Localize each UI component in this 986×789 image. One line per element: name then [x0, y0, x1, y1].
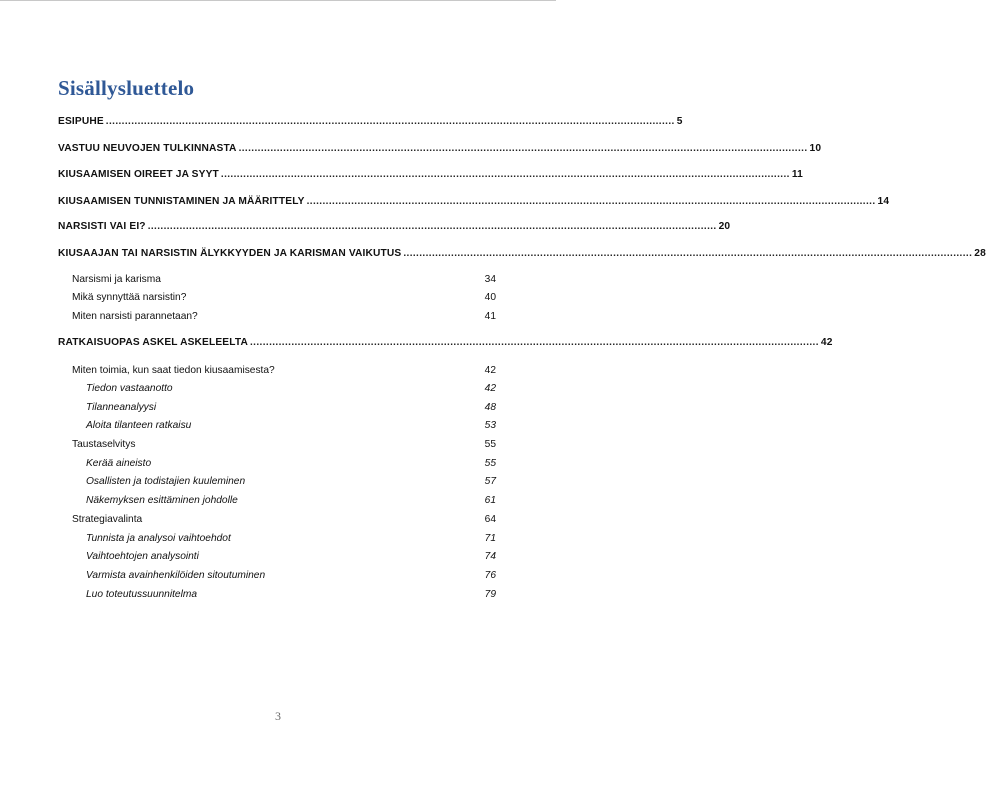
toc-entry-title: Tilanneanalyysi: [86, 402, 157, 413]
toc-entry-title: NARSISTI VAI EI?: [58, 221, 146, 232]
toc-entry-page: 57: [484, 476, 496, 487]
toc-entry-tilanneanalyysi[interactable]: [86, 401, 496, 415]
toc-entry-aloita-ratkaisu[interactable]: [86, 419, 496, 433]
toc-entry-page: 10: [809, 143, 822, 154]
toc-entry-title: Aloita tilanteen ratkaisu: [86, 420, 192, 431]
toc-entry-tiedon-vastaanotto[interactable]: [86, 382, 496, 396]
toc-entry-title: KIUSAAMISEN TUNNISTAMINEN JA MÄÄRITTELY: [58, 196, 305, 207]
dot-leader: ...................................................................................................................................................................................: [238, 143, 808, 154]
toc-entry-page: 5: [676, 116, 683, 127]
toc-heading: Sisällysluettelo: [58, 76, 195, 100]
toc-entry-kuuleminen[interactable]: [86, 475, 496, 489]
toc-entry-sitoutuminen[interactable]: [86, 569, 496, 583]
toc-entry-nakemys[interactable]: [86, 494, 496, 508]
toc-entry-alykkyys[interactable]: [58, 247, 986, 261]
toc-entry-page: 42: [820, 337, 833, 348]
dot-leader: ...................................................................................................................................................................................: [105, 116, 675, 127]
toc-entry-toteutussuunnitelma[interactable]: [86, 588, 496, 602]
toc-entry-narsisti[interactable]: [58, 220, 731, 234]
toc-entry-vaihtoehtojen-analysointi[interactable]: [86, 550, 496, 564]
page-top-border: [0, 0, 556, 1]
toc-entry-title: Kerää aineisto: [86, 458, 152, 469]
dot-leader: ...................................................................................................................................................................................: [403, 248, 973, 259]
toc-entry-esipuhe[interactable]: [58, 115, 683, 129]
dot-leader: ...................................................................................................................................................................................: [250, 337, 819, 348]
toc-entry-page: 74: [484, 551, 496, 562]
toc-entry-page: 53: [484, 420, 496, 431]
toc-entry-taustaselvitys[interactable]: [72, 438, 496, 452]
toc-entry-title: Tunnista ja analysoi vaihtoehdot: [86, 533, 231, 544]
toc-entry-miten-toimia[interactable]: [72, 364, 496, 378]
toc-entry-title: Taustaselvitys: [72, 439, 136, 450]
toc-entry-ratkaisuopas[interactable]: [58, 336, 833, 350]
dot-leader: ...................................................................................................................................................................................: [147, 221, 717, 232]
toc-entry-title: KIUSAAMISEN OIREET JA SYYT: [58, 169, 219, 180]
toc-entry-page: 64: [484, 514, 496, 525]
toc-entry-page: 61: [484, 495, 496, 506]
toc-entry-narsismi-karisma[interactable]: [72, 273, 496, 287]
toc-entry-tunnistaminen[interactable]: [58, 195, 890, 209]
toc-entry-page: 34: [484, 274, 496, 285]
toc-entry-title: Varmista avainhenkilöiden sitoutuminen: [86, 570, 266, 581]
toc-entry-title: RATKAISUOPAS ASKEL ASKELEELTA: [58, 337, 248, 348]
toc-entry-page: 42: [484, 365, 496, 376]
toc-entry-oireet[interactable]: [58, 168, 803, 182]
toc-entry-page: 79: [484, 589, 496, 600]
toc-entry-title: Strategiavalinta: [72, 514, 143, 525]
toc-entry-page: 41: [484, 311, 496, 322]
toc-entry-title: Luo toteutussuunnitelma: [86, 589, 198, 600]
toc-entry-title: VASTUU NEUVOJEN TULKINNASTA: [58, 143, 237, 154]
toc-entry-page: 11: [791, 169, 803, 180]
toc-entry-title: Miten narsisti parannetaan?: [72, 311, 198, 322]
toc-entry-title: Näkemyksen esittäminen johdolle: [86, 495, 238, 506]
toc-entry-title: Vaihtoehtojen analysointi: [86, 551, 199, 562]
toc-entry-page: 14: [877, 196, 890, 207]
page-number: 3: [275, 709, 281, 723]
dot-leader: ...................................................................................................................................................................................: [220, 169, 790, 180]
toc-entry-title: Osallisten ja todistajien kuuleminen: [86, 476, 246, 487]
toc-entry-page: 42: [484, 383, 496, 394]
toc-entry-title: Tiedon vastaanotto: [86, 383, 173, 394]
toc-entry-page: 71: [484, 533, 496, 544]
toc-entry-page: 48: [484, 402, 496, 413]
toc-entry-page: 40: [484, 292, 496, 303]
toc-entry-title: Miten toimia, kun saat tiedon kiusaamisesta?: [72, 365, 275, 376]
toc-entry-synnyttaa[interactable]: [72, 291, 496, 305]
toc-entry-vastuu[interactable]: [58, 142, 822, 156]
toc-entry-page: 28: [974, 248, 986, 259]
toc-entry-page: 20: [718, 221, 731, 232]
toc-entry-page: 55: [484, 458, 496, 469]
toc-entry-keraa-aineisto[interactable]: [86, 457, 496, 471]
dot-leader: ...................................................................................................................................................................................: [306, 196, 876, 207]
toc-entry-page: 76: [484, 570, 496, 581]
toc-entry-page: 55: [484, 439, 496, 450]
toc-entry-tunnista-vaihtoehdot[interactable]: [86, 532, 496, 546]
toc-entry-title: Narsismi ja karisma: [72, 274, 161, 285]
toc-entry-title: KIUSAAJAN TAI NARSISTIN ÄLYKKYYDEN JA KARISMAN VAIKUTUS: [58, 248, 402, 259]
toc-entry-strategiavalinta[interactable]: [72, 513, 496, 527]
toc-entry-parannetaan[interactable]: [72, 310, 496, 324]
toc-entry-title: ESIPUHE: [58, 116, 104, 127]
toc-entry-title: Mikä synnyttää narsistin?: [72, 292, 187, 303]
